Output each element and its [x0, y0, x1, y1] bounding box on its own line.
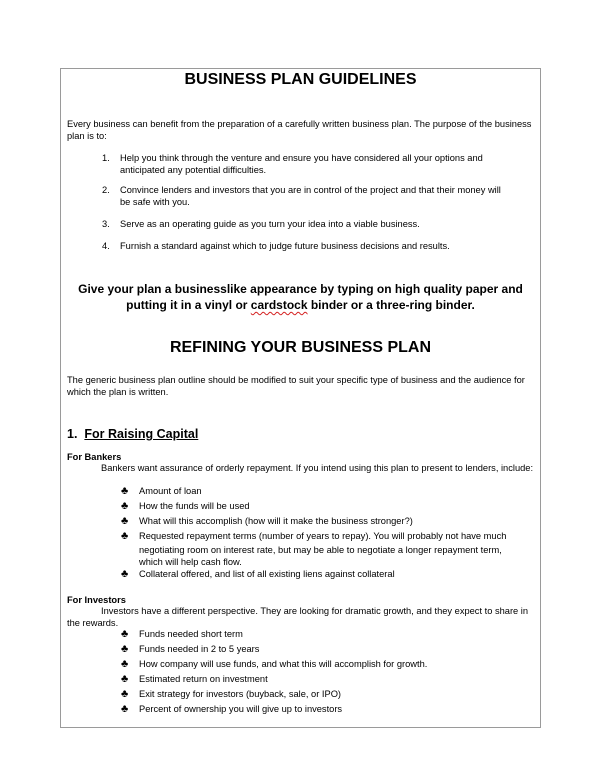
- club-bullet-icon: ♣: [121, 658, 129, 670]
- list-item: Percent of ownership you will give up to investors: [139, 704, 343, 714]
- club-bullet-icon: ♣: [121, 568, 129, 580]
- club-bullet-icon: ♣: [121, 515, 129, 527]
- list-item: Funds needed short term: [139, 629, 243, 639]
- list-item: Convince lenders and investors that you are in control of the project and that their money will: [120, 185, 501, 195]
- document-page: [60, 68, 541, 728]
- list-number: 3.: [102, 219, 110, 229]
- list-item: How the funds will be used: [139, 501, 250, 511]
- list-number: 4.: [102, 241, 110, 251]
- callout-text: binder or a three-ring binder.: [307, 298, 475, 312]
- spellcheck-flagged-word[interactable]: cardstock: [250, 298, 308, 312]
- investors-intro: Investors have a different perspective. They are looking for dramatic growth, and they expect to share in the rewards.: [67, 606, 529, 628]
- club-bullet-icon: ♣: [121, 530, 129, 542]
- section-heading: REFINING YOUR BUSINESS PLAN: [169, 339, 432, 356]
- list-item-continuation: negotiating room on interest rate, but may be able to negotiate a longer repayment term,: [139, 545, 502, 555]
- club-bullet-icon: ♣: [121, 673, 129, 685]
- subsection-title: [67, 427, 198, 441]
- list-item: Estimated return on investment: [139, 674, 268, 684]
- club-bullet-icon: ♣: [121, 643, 129, 655]
- subsection-label: For Raising Capital: [84, 427, 199, 441]
- list-item: Exit strategy for investors (buyback, sale, or IPO): [139, 689, 342, 699]
- list-number: 1.: [102, 153, 110, 163]
- subsection-number: 1.: [67, 427, 78, 441]
- list-item: Help you think through the venture and ensure you have considered all your options and: [120, 153, 483, 163]
- bankers-intro: Bankers want assurance of orderly repayment. If you intend using this plan to present to lenders, include:: [101, 463, 534, 473]
- callout-line-1: Give your plan a businesslike appearance by typing on high quality paper and: [78, 282, 523, 296]
- list-number: 2.: [102, 185, 110, 195]
- list-item: Requested repayment terms (number of years to repay). You will probably not have much: [139, 531, 507, 541]
- list-item: Amount of loan: [139, 486, 202, 496]
- list-item: What will this accomplish (how will it make the business stronger?): [139, 516, 413, 526]
- list-item-continuation: which will help cash flow.: [139, 557, 242, 567]
- club-bullet-icon: ♣: [121, 485, 129, 497]
- list-item-continuation: anticipated any potential difficulties.: [120, 165, 267, 175]
- list-item: Funds needed in 2 to 5 years: [139, 644, 260, 654]
- refine-paragraph: The generic business plan outline should be modified to suit your specific type of business and the audience for which the plan is written.: [67, 375, 525, 397]
- list-item: Collateral offered, and list of all existing liens against collateral: [139, 569, 395, 579]
- club-bullet-icon: ♣: [121, 500, 129, 512]
- list-item: Furnish a standard against which to judge future business decisions and results.: [120, 241, 450, 251]
- list-item: Serve as an operating guide as you turn your idea into a viable business.: [120, 219, 420, 229]
- callout-text: putting it in a vinyl or: [126, 298, 251, 312]
- list-item: How company will use funds, and what this will accomplish for growth.: [139, 659, 428, 669]
- club-bullet-icon: ♣: [121, 628, 129, 640]
- callout-line-2: [61, 297, 540, 313]
- club-bullet-icon: ♣: [121, 703, 129, 715]
- document-title: BUSINESS PLAN GUIDELINES: [184, 71, 417, 88]
- investors-heading: For Investors: [67, 595, 126, 605]
- club-bullet-icon: ♣: [121, 688, 129, 700]
- list-item-continuation: be safe with you.: [120, 197, 190, 207]
- intro-paragraph: Every business can benefit from the preparation of a carefully written business plan. The purpose of the business plan is to:: [67, 119, 532, 141]
- bankers-heading: For Bankers: [67, 452, 122, 462]
